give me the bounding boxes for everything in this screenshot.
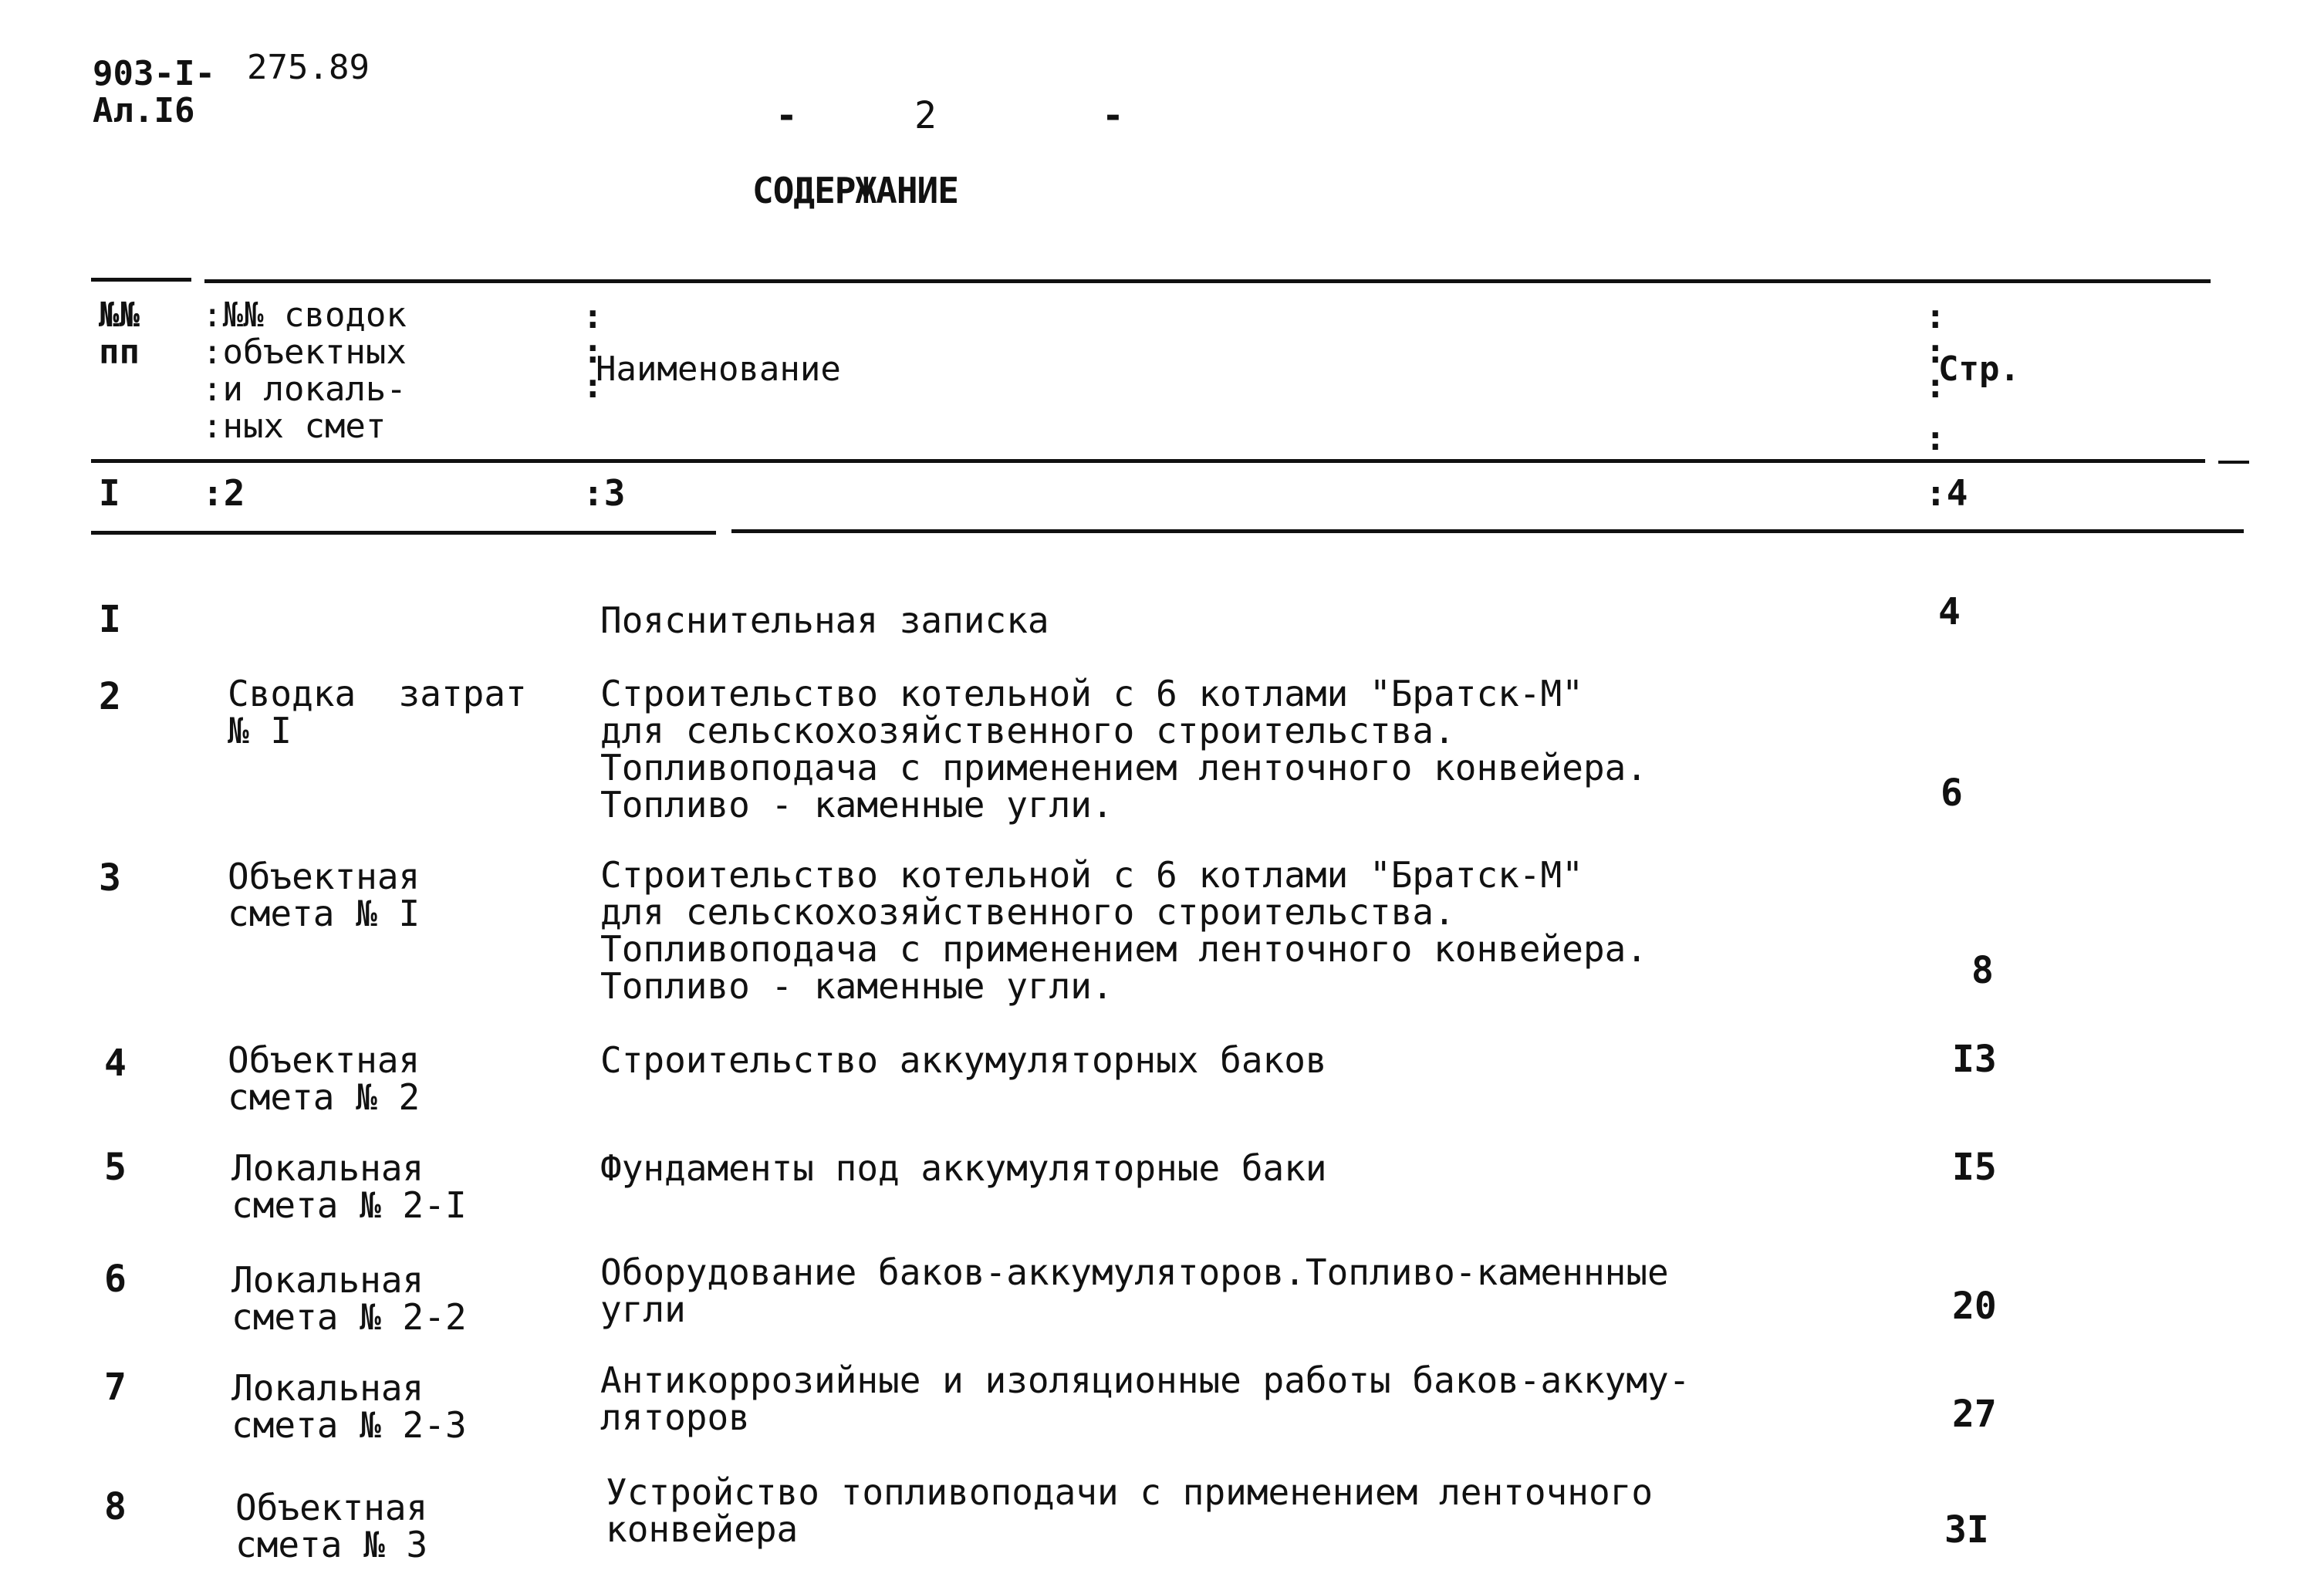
row-7-number: 7 — [104, 1366, 127, 1409]
index-rule-right — [731, 529, 2244, 533]
row-4-page: I3 — [1952, 1038, 1997, 1081]
col-index-1: I — [99, 472, 120, 514]
col-index-4: :4 — [1925, 472, 1968, 514]
col-index-2: :2 — [202, 472, 245, 514]
row-8-estimate: Объектная смета № 3 — [235, 1487, 428, 1565]
row-2-number: 2 — [99, 675, 121, 718]
row-2-name: Строительство котельной с 6 котлами "Братск-М" для сельскохозяйственного строительства. Топливоподача с применением ленточного конвейера. Топливо - каменные угли. — [600, 673, 1648, 826]
row-2-estimate: Сводка затрат № I — [228, 673, 527, 751]
header-top-rule — [204, 279, 2211, 283]
document-code: 903-I- — [93, 54, 215, 93]
row-6-name: Оборудование баков-аккумуляторов.Топливо-каменнные угли — [600, 1251, 1669, 1330]
row-3-page: 8 — [1971, 949, 1994, 992]
page-number: 2 — [914, 94, 937, 137]
row-6-number: 6 — [104, 1258, 127, 1301]
row-4-name: Строительство аккумуляторных баков — [600, 1039, 1327, 1081]
row-1-page: 4 — [1938, 590, 1961, 633]
sheet-label: Ал.I6 — [93, 91, 195, 130]
index-rule-left — [91, 531, 716, 535]
row-3-estimate: Объектная смета № I — [228, 856, 421, 934]
row-8-number: 8 — [104, 1485, 127, 1528]
row-2-page: 6 — [1941, 772, 1963, 815]
page-title: СОДЕРЖАНИЕ — [752, 170, 958, 211]
row-1-number: I — [99, 598, 121, 641]
col-header-name-colons: : : : — [583, 297, 603, 406]
header-mid-rule — [91, 459, 2205, 463]
col-header-name: Наименование — [596, 350, 841, 389]
col-index-3: :3 — [583, 472, 626, 514]
page-dash-left: - — [775, 94, 798, 137]
row-6-estimate: Локальная смета № 2-2 — [231, 1259, 467, 1338]
col-header-page: Стр. — [1938, 350, 2020, 389]
row-8-page: 3I — [1944, 1508, 1989, 1552]
row-8-name: Устройство топливоподачи с применением ленточного конвейера — [606, 1471, 1653, 1550]
col-header-number: №№ пп — [99, 295, 140, 372]
col-header-page-bottom-colon: : — [1925, 419, 1946, 458]
row-1-name: Пояснительная записка — [600, 599, 1049, 641]
row-5-number: 5 — [104, 1146, 127, 1189]
row-6-page: 20 — [1952, 1285, 1997, 1328]
row-7-name: Антикоррозийные и изоляционные работы баков-аккуму- ляторов — [600, 1359, 1691, 1438]
page-dash-right: - — [1102, 94, 1124, 137]
row-7-page: 27 — [1952, 1393, 1997, 1436]
header-top-rule-left — [91, 278, 191, 282]
col-header-page-colons: : : : — [1925, 297, 1946, 406]
header-mid-rule-tail — [2218, 461, 2249, 464]
row-3-name: Строительство котельной с 6 котлами "Братск-М" для сельскохозяйственного строительства. Топливоподача с применением ленточного конвейера. Топливо - каменные угли. — [600, 854, 1648, 1007]
row-4-estimate: Объектная смета № 2 — [228, 1039, 421, 1118]
row-5-page: I5 — [1952, 1146, 1997, 1189]
row-7-estimate: Локальная смета № 2-3 — [231, 1367, 467, 1446]
row-5-estimate: Локальная смета № 2-I — [231, 1147, 467, 1226]
row-4-number: 4 — [104, 1042, 127, 1085]
row-3-number: 3 — [99, 856, 121, 900]
document-code-suffix: 275.89 — [247, 48, 370, 87]
col-header-estimates: :№№ сводок :объектных :и локаль- :ных смет — [202, 295, 407, 446]
row-5-name: Фундаменты под аккумуляторные баки — [600, 1147, 1327, 1189]
